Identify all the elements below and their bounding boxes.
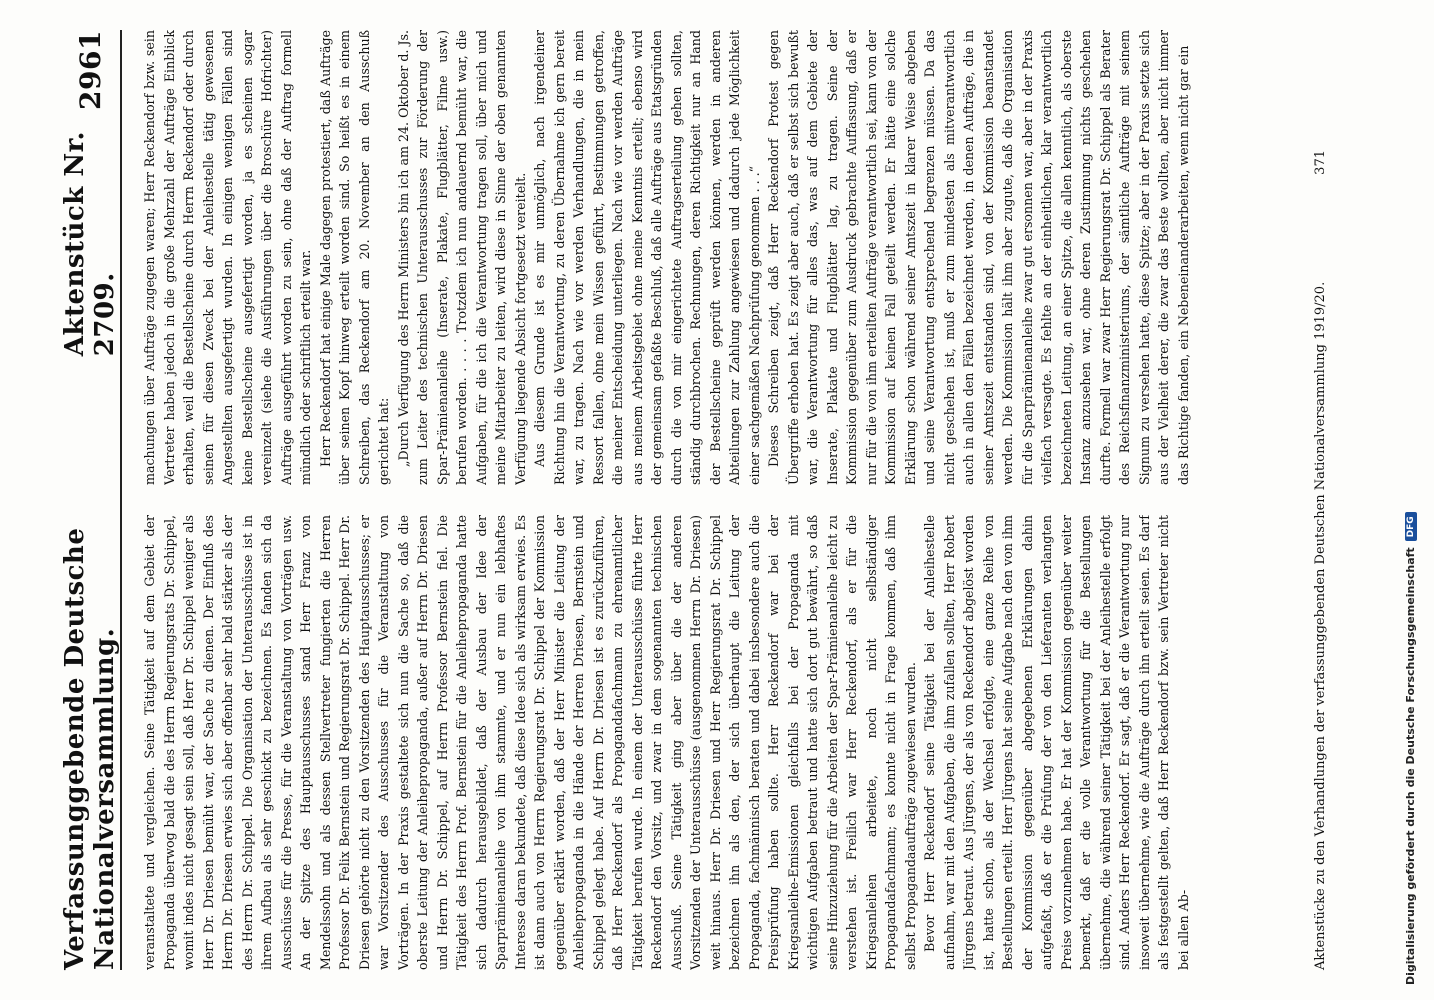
quoted-paragraph: Aus diesem Grunde ist es mir unmöglich, nach irgendeiner Richtung hin die Verantwortung, zu deren Übernahme ich gern bereit war, zu tragen. Nach wie vor werden Verhandlungen, die in mein Ressort fallen, ohne mein Wissen geführt, Bestimmungen getroffen, die meiner Entscheidung unterliegen. Nach wie vor werden Aufträge aus meinem Arbeitsgebiet ohne meine Kenntnis erteilt; ebenso wird der gemeinsam gefaßte Beschluß, daß alle Aufträge aus Etatsgründen durch die von mir eingerichtete Auftragserteilung gehen sollten, ständig durchbrochen. Rechnungen, deren Richtigkeit nur an Hand der Bestellscheine geprüft werden können, werden in anderen Abteilungen zur Zahlung angewiesen und dadurch jede Möglichkeit einer sachgemäßen Nachprüfung genommen . . .“	[532, 30, 762, 485]
page-header	[60, 30, 122, 970]
quoted-paragraph: „Durch Verfügung des Herrn Ministers bin ich am 24. Oktober d. Js. zum Leiter des technischen Unterausschusses zur Förderung der Spar-Prämienanleihe (Inserate, Plakate, Flugblätter, Filme usw.) berufen worden. . . . . Trotzdem ich nun andauernd bemüht war, die Aufgaben, für die ich die Verantwortung tragen soll, über mich und meine Mitarbeiter zu leiten, wird diese in Sinne der oben genannten Verfügung liegende Absicht fortgesetzt vereitelt.	[395, 30, 528, 485]
text-columns	[140, 30, 1290, 970]
paragraph: Bevor Herr Reckendorf seine Tätigkeit bei der Anleihestelle aufnahm, war mit den Aufgaben, die ihm zufallen sollten, Herr Robert Jürgens betraut. Aus Jürgens, der als von Reckendorf abgelöst worden ist, hatte schon, als der Wechsel erfolgte, eine ganze Reihe von Bestellungen erteilt. Herr Jürgens hat seine Aufgabe nach den von ihm der Kommission gegenüber abgegebenen Erklärungen dahin aufgefaßt, daß er die Prüfung der von den Lieferanten verlangten Preise vorzunehmen habe. Er hat der Kommission gegenüber weiter bemerkt, daß er die volle Verantwortung für die Bestellungen übernehme, die während seiner Tätigkeit bei der Anleihestelle erfolgt sind. Anders Herr Reckendorf. Er sagt, daß er die Verantwortung nur insoweit übernehme, wie die Aufträge durch ihn erteilt seien. Es darf als festgestellt gelten, daß Herr Reckendorf bzw. sein Vertreter nicht bei allen Ab-	[922, 515, 1191, 970]
digitization-credit	[1404, 5, 1417, 985]
document-number: Aktenstück Nr. 2709.	[60, 131, 120, 357]
paragraph: veranstaltete und vergleichen. Seine Tätigkeit auf dem Gebiet der Propaganda überwog bald die des Herrn Regierungsrats Dr. Schippel, womit indes nicht gesagt sein soll, daß Herr Dr. Schippel weniger als Herr Dr. Driesen bemüht war, der Sache zu dienen. Der Einfluß des Herrn Dr. Driesen erwies sich aber offenbar sehr bald stärker als der des Herrn Dr. Schippel. Die Organisation der Unterausschüsse ist in ihrem Aufbau als sehr geschickt zu bezeichnen. Es fanden sich da Ausschüsse für die Presse, für die Veranstaltung von Vorträgen usw. An der Spitze des Hauptausschusses stand Herr Franz von Mendelssohn und als dessen Stellvertreter fungierten die Herren Professor Dr. Felix Bernstein und Regierungsrat Dr. Schippel. Herr Dr. Driesen gehörte nicht zu den Vorsitzenden des Hauptausschusses; er war Vorsitzender des Ausschusses für die Veranstaltung von Vorträgen. In der Praxis gestaltete sich nun die Sache so, daß die oberste Leitung der Anleihepropaganda, außer auf Herrn Dr. Driesen und Herrn Dr. Schippel, auf Herrn Professor Bernstein fiel. Die Tätigkeit des Herrn Prof. Bernstein für die Anleihepropaganda hatte sich dadurch herausgebildet, daß der Ausbau der Idee der Sparprämienanleihe von ihm stammte, und er nun ein lebhaftes Interesse daran bekundete, daß diese Idee sich als wirksam erwies. Es ist dann auch von Herrn Regierungsrat Dr. Schippel der Kommission gegenüber erklärt worden, daß der Herr Minister die Leitung der Anleihepropaganda in die Hände der Herren Driesen, Bernstein und Schippel gelegt habe. Auf Herrn Dr. Driesen ist es zurückzuführen, daß Herr Reckendorf als Propagandafachmann zu ehrenamtlicher Tätigkeit berufen wurde. In einem der Unterausschüsse führte Herr Reckendorf den Vorsitz, und zwar in dem sogenannten technischen Ausschuß. Seine Tätigkeit ging aber über die der anderen Vorsitzenden der Unterausschüsse (ausgenommen Herrn Dr. Driesen) weit hinaus. Herr Dr. Driesen und Herr Regierungsrat Dr. Schippel bezeichnen ihn als den, der sich überhaupt die Leitung der Propaganda, fachmännisch beraten und dabei insbesondere auch die Preisprüfung haben sollte. Herr Reckendorf war bei der Kriegsanleihe-Emissionen gleichfalls bei der Propaganda mit wichtigen Aufgaben betraut und hatte sich dort gut bewährt, so daß seine Hinzuziehung für die Arbeiten der Spar-Prämienanleihe leicht zu verstehen ist. Freilich war Herr Reckendorf, als er für die Kriegsanleihen arbeitete, noch nicht selbständiger Propagandafachmann; es konnte nicht in Frage kommen, daß ihm selbst Propagandaaufträge zugewiesen wurden.	[142, 515, 918, 970]
paragraph: Dieses Schreiben zeigt, daß Herr Reckendorf Protest gegen Übergriffe erhoben hat. Es zeigt aber auch, daß er selbst sich bewußt war, die Verantwortung für alles das, was auf dem Gebiete der Inserate, Plakate und Flugblätter lag, zu tragen. Seine der Kommission gegenüber zum Ausdruck gebrachte Auffassung, daß er nur für die von ihm erteilten Aufträge verantwortlich sei, kann von der Kommission auf keinen Fall geteilt werden. Er hätte eine solche Erklärung schon während seiner Amtszeit in klarer Weise abgeben und seine Verantwortung entsprechend begrenzen müssen. Da das nicht geschehen ist, muß er zum mindesten als mitverantwortlich auch in allen den Fällen bezeichnet werden, in denen Aufträge, die in seiner Amtszeit entstanden sind, von der Kommission beanstandet werden. Die Kommission hält ihm aber zugute, daß die Organisation für die Sparprämienanleihe zwar gut ersonnen war, aber in der Praxis vielfach versagte. Es fehlte an der einheitlichen, klar verantwortlich bezeichneten Leitung, an einer Spitze, die allen kenntlich, als oberste Instanz anzusehen war, ohne deren Zustimmung nichts geschehen durfte. Formell war zwar Herr Regierungsrat Dr. Schippel als Berater des Reichsfinanzministeriums, der sämtliche Aufträge mit seinem Signum zu versehen hatte, diese Spitze; aber in der Praxis setzte sich aus der Vielheit derer, die zwar das Beste wollten, aber nicht immer das Richtige fanden, ein Nebeneinanderarbeiten, wenn nicht gar ein	[766, 30, 1191, 485]
left-column	[140, 515, 1290, 970]
running-title: Verfassunggebende Deutsche Nationalversammlung.	[60, 527, 120, 970]
dfg-logo: DFG	[1405, 512, 1417, 541]
signature-mark: 371	[1312, 150, 1328, 175]
paragraph: machungen über Aufträge zugegen waren; Herr Reckendorf bzw. sein Vertreter haben jedoch in die große Mehrzahl der Aufträge Einblick erhalten, weil die Bestellscheine durch Herrn Reckendorf oder durch seinen für diesen Zweck bei der Anleihestelle tätig gewesenen Angestellten ausgefertigt wurden. In einigen wenigen Fällen sind keine Bestellscheine ausgefertigt worden, ja es scheinen sogar vereinzelt (siehe die Ausführungen über die Broschüre Hofrichter) Aufträge ausgeführt worden zu sein, ohne daß der Auftrag formell mündlich oder schriftlich erteilt war.	[142, 30, 313, 485]
page-number: 2961	[73, 30, 107, 110]
paragraph: Herr Reckendorf hat einige Male dagegen protestiert, daß Aufträge über seinen Kopf hinweg erteilt worden sind. So heißt es in einem Schreiben, das Reckendorf am 20. November an den Ausschuß gerichtet hat:	[317, 30, 391, 485]
credit-text: Digitalisierung gefördert durch die Deutsche Forschungsgemeinschaft	[1404, 547, 1417, 985]
source-line: Aktenstücke zu den Verhandlungen der verfassunggebenden Deutschen Nationalversammlung 1919/20.	[1312, 281, 1328, 970]
right-column	[140, 30, 1290, 485]
page-footer	[1300, 30, 1340, 970]
document-page	[60, 30, 1350, 970]
